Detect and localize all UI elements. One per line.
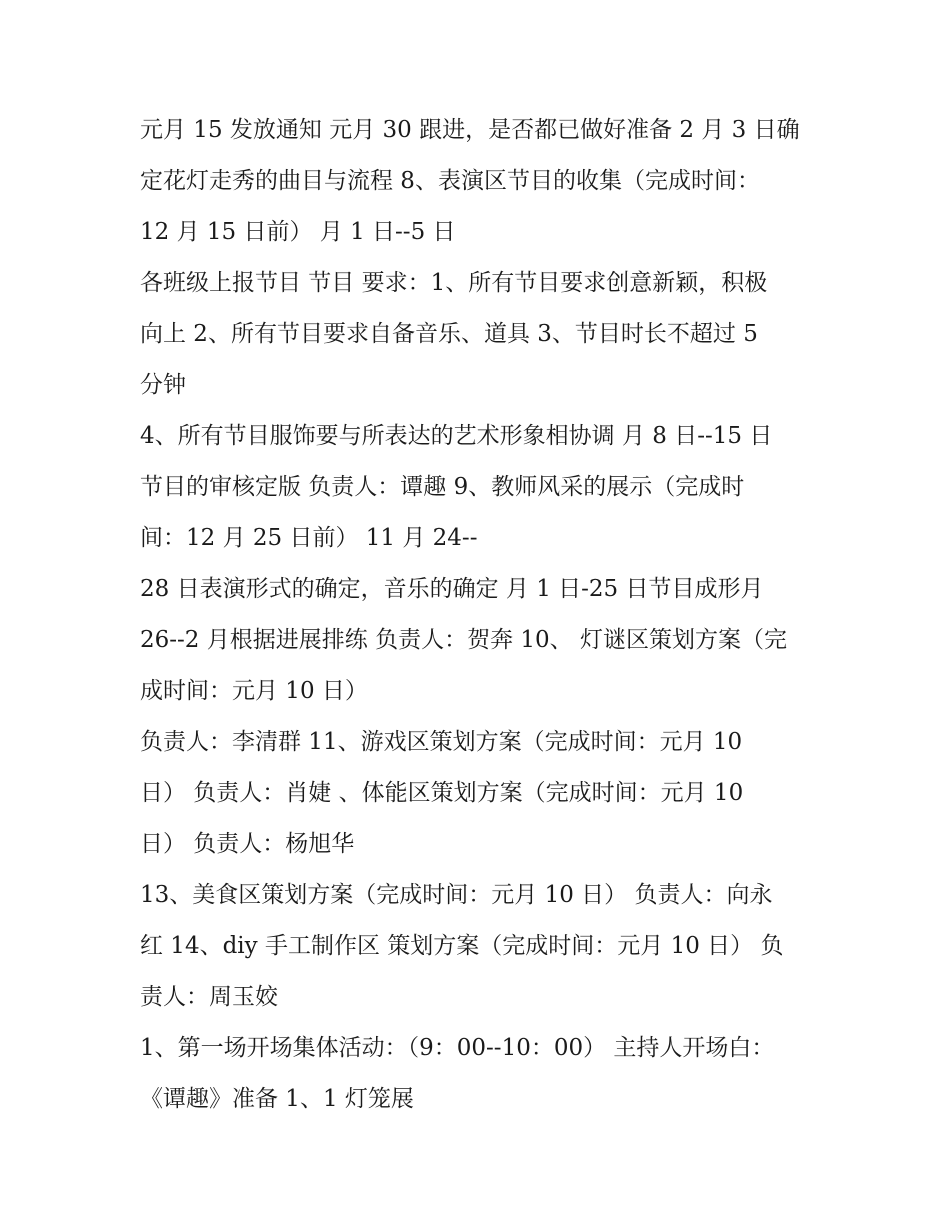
text-line: 12 月 15 日前） 月 1 日--5 日 (140, 219, 456, 245)
text-line: 28 日表演形式的确定，音乐的确定 月 1 日-25 日节目成形月 (140, 576, 764, 602)
text-line: 间：12 月 25 日前） 11 月 24-- (140, 525, 478, 551)
text-line: 向上 2、所有节目要求自备音乐、道具 3、节目时长不超过 5 (140, 321, 758, 347)
text-line: 4、所有节目服饰要与所表达的艺术形象相协调 月 8 日--15 日 (140, 423, 773, 449)
text-line: 26--2 月根据进展排练 负责人：贺奔 10、 灯谜区策划方案（完 (140, 627, 787, 653)
text-line: 1、第一场开场集体活动：（9：00--10：00） 主持人开场白： (140, 1035, 775, 1061)
text-line: 日） 负责人：杨旭华 (140, 831, 355, 857)
text-line: 13、美食区策划方案（完成时间：元月 10 日） 负责人：向永 (140, 882, 773, 908)
document-body (140, 107, 840, 1127)
text-line: 各班级上报节目 节目 要求：1、所有节目要求创意新颖，积极 (140, 270, 768, 296)
text-line: 节目的审核定版 负责人：谭趣 9、教师风采的展示（完成时 (140, 474, 745, 500)
text-line: 《谭趣》准备 1、1 灯笼展 (140, 1086, 414, 1112)
text-line: 负责人：李清群 11、游戏区策划方案（完成时间：元月 10 (140, 729, 743, 755)
text-line: 分钟 (140, 372, 186, 398)
text-line: 成时间：元月 10 日） (140, 678, 368, 704)
text-line: 元月 15 发放通知 元月 30 跟进，是否都已做好准备 2 月 3 日确 (140, 117, 800, 143)
text-line: 日） 负责人：肖婕 、体能区策划方案（完成时间：元月 10 (140, 780, 744, 806)
text-line: 责人：周玉姣 (140, 984, 278, 1010)
text-line: 定花灯走秀的曲目与流程 8、表演区节目的收集（完成时间： (140, 168, 760, 194)
text-line: 红 14、diy 手工制作区 策划方案（完成时间：元月 10 日） 负 (140, 933, 784, 959)
